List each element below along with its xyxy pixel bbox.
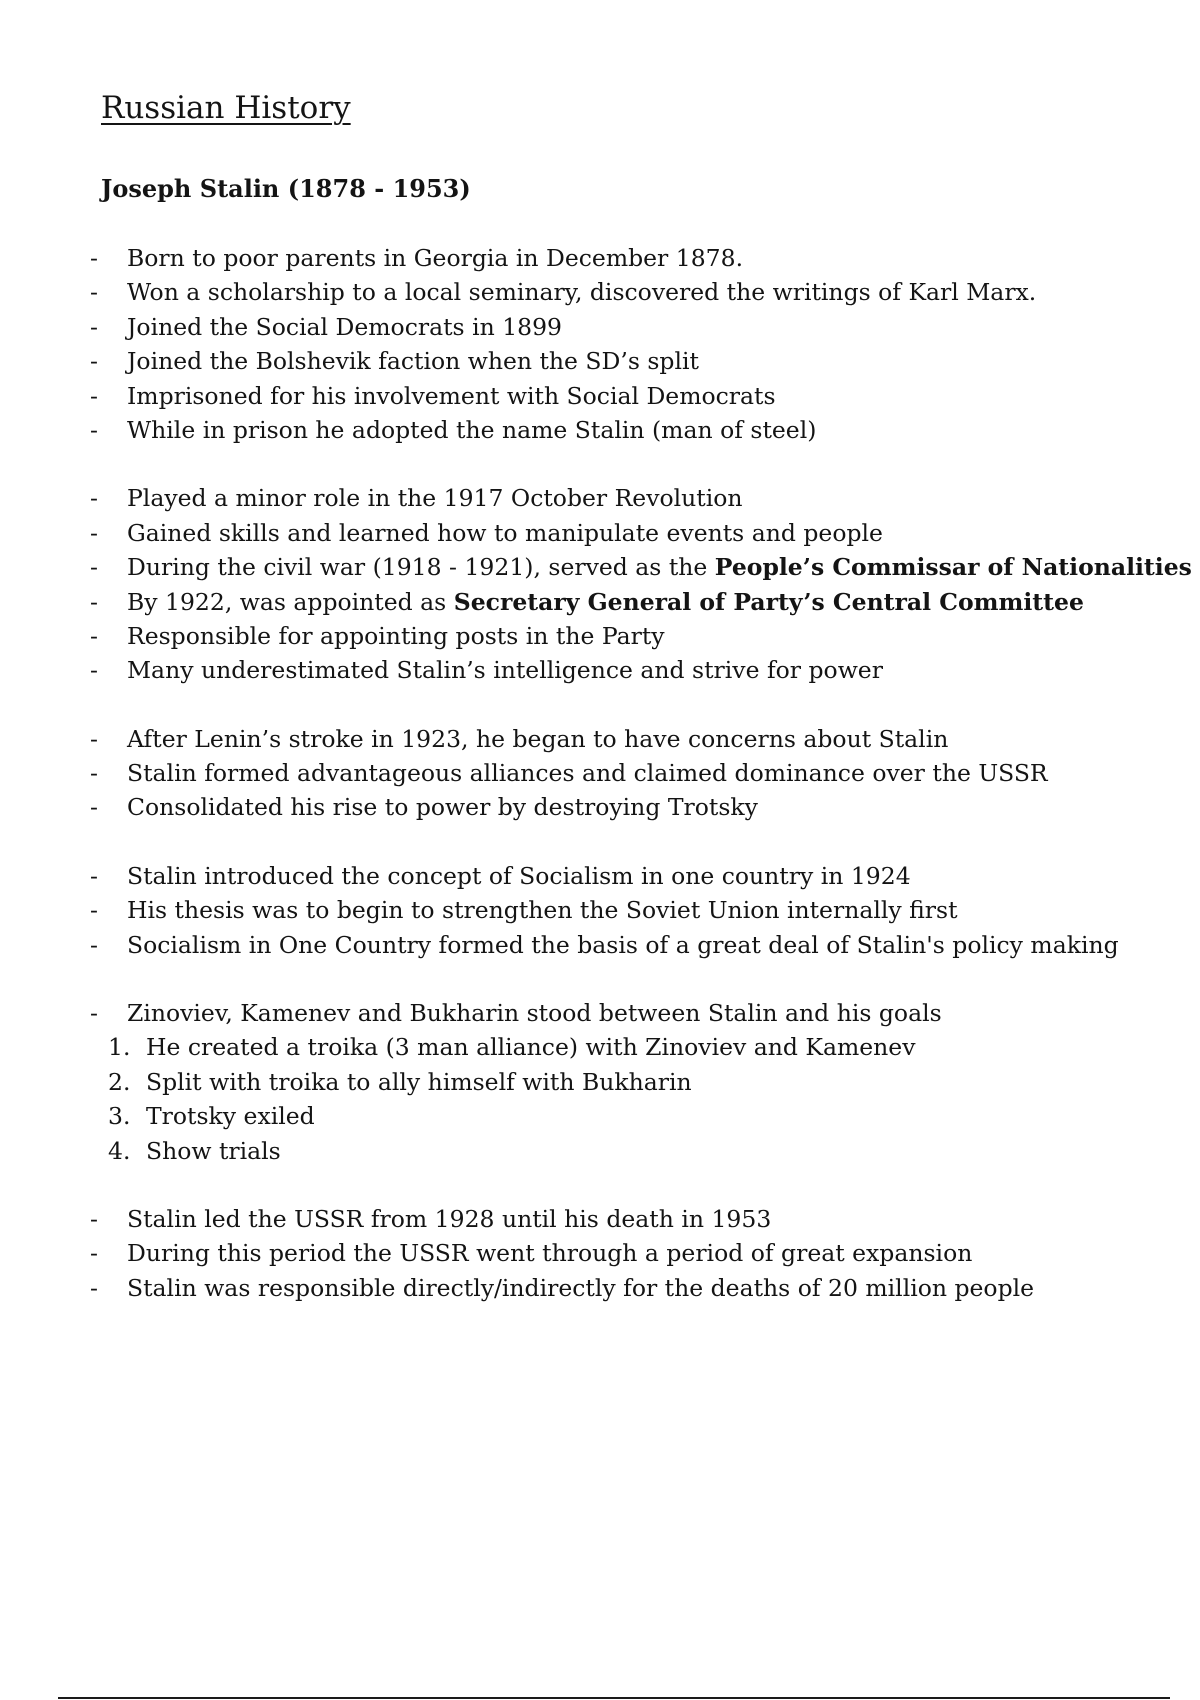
bullet-dash: - xyxy=(90,518,98,547)
list-item-text: Stalin introduced the concept of Socialism in one country in 1924 xyxy=(127,861,911,890)
list-item-text: Imprisoned for his involvement with Social Democrats xyxy=(127,381,776,410)
bullet-dash: - xyxy=(90,381,98,410)
bullet-dash: - xyxy=(90,930,98,959)
party-roles-list xyxy=(0,481,1200,687)
list-item-text: While in prison he adopted the name Stalin (man of steel) xyxy=(127,415,817,444)
list-item xyxy=(0,585,1200,619)
section-heading: Joseph Stalin (1878 - 1953) xyxy=(101,174,471,203)
list-item-text: Joined the Bolshevik faction when the SD’s split xyxy=(127,347,699,376)
list-item-text: Zinoviev, Kamenev and Bukharin stood between Stalin and his goals xyxy=(127,999,942,1028)
item-number: 1. xyxy=(108,1033,131,1062)
secretary-general-title: Secretary General of Party’s Central Committee xyxy=(453,587,1084,616)
list-item-text: Consolidated his rise to power by destroying Trotsky xyxy=(127,793,758,822)
list-item-text: Born to poor parents in Georgia in December 1878. xyxy=(127,244,744,272)
list-item xyxy=(0,379,1200,413)
item-number: 3. xyxy=(108,1102,131,1131)
list-item-text: His thesis was to begin to strengthen the Soviet Union internally first xyxy=(127,896,958,925)
early-life-list xyxy=(0,241,1200,447)
list-item-text: Gained skills and learned how to manipulate events and people xyxy=(127,518,883,547)
list-item xyxy=(0,310,1200,344)
list-item xyxy=(0,481,1200,515)
list-item-text: Played a minor role in the 1917 October Revolution xyxy=(127,484,743,513)
list-item-text: Many underestimated Stalin’s intelligence and strive for power xyxy=(127,656,883,685)
list-item-text: Won a scholarship to a local seminary, discovered the writings of Karl Marx. xyxy=(127,278,1037,307)
numbered-item-text: Show trials xyxy=(146,1136,281,1165)
bullet-dash: - xyxy=(90,1239,98,1268)
list-item xyxy=(0,653,1200,687)
item-number: 2. xyxy=(108,1067,131,1096)
list-item-text: During this period the USSR went through a period of great expansion xyxy=(127,1239,973,1268)
bullet-dash: - xyxy=(90,244,98,272)
numbered-item-text: Trotsky exiled xyxy=(146,1102,315,1131)
bullet-dash: - xyxy=(90,587,98,616)
list-item-text: Responsible for appointing posts in the Party xyxy=(127,621,665,650)
list-item xyxy=(0,413,1200,447)
numbered-item xyxy=(0,1134,1200,1168)
list-item xyxy=(0,1236,1200,1270)
notes-content xyxy=(0,241,1200,1339)
list-item-text: Socialism in One Country formed the basis of a great deal of Stalin's policy making xyxy=(127,930,1119,959)
list-item xyxy=(0,928,1200,962)
list-item xyxy=(0,756,1200,790)
list-item xyxy=(0,996,1200,1030)
list-item xyxy=(0,516,1200,550)
list-item-text: Stalin formed advantageous alliances and claimed dominance over the USSR xyxy=(127,759,1048,788)
leadership-list xyxy=(0,1202,1200,1305)
list-item-text xyxy=(127,550,1192,584)
bullet-dash: - xyxy=(90,1204,98,1233)
list-item xyxy=(0,344,1200,378)
list-item xyxy=(0,275,1200,309)
list-item xyxy=(0,1202,1200,1236)
rise-to-power-list xyxy=(0,722,1200,825)
list-item-text: Stalin was responsible directly/indirectly for the deaths of 20 million people xyxy=(127,1273,1035,1302)
numbered-item xyxy=(0,1065,1200,1099)
bullet-dash: - xyxy=(90,896,98,925)
list-item-text-plain: By 1922, was appointed as xyxy=(127,587,454,616)
bullet-dash: - xyxy=(90,278,98,307)
list-item xyxy=(0,893,1200,927)
numbered-item xyxy=(0,1030,1200,1064)
list-item xyxy=(0,859,1200,893)
list-item xyxy=(0,790,1200,824)
list-item xyxy=(0,619,1200,653)
list-item-text-plain: During the civil war (1918 - 1921), served as the xyxy=(127,553,715,582)
bullet-dash: - xyxy=(90,347,98,376)
bullet-dash: - xyxy=(90,656,98,685)
bullet-dash: - xyxy=(90,724,98,753)
footer-divider xyxy=(58,1697,1170,1699)
bullet-dash: - xyxy=(90,312,98,341)
commissar-title: People’s Commissar of Nationalities xyxy=(714,553,1192,582)
socialism-list xyxy=(0,859,1200,962)
list-item xyxy=(0,722,1200,756)
bullet-dash: - xyxy=(90,861,98,890)
numbered-item-text: Split with troika to ally himself with Bukharin xyxy=(146,1067,692,1096)
list-item xyxy=(0,550,1200,584)
bullet-dash: - xyxy=(90,759,98,788)
rivals-list xyxy=(0,996,1200,1168)
list-item-text: Joined the Social Democrats in 1899 xyxy=(127,312,563,341)
page-title: Russian History xyxy=(101,90,351,126)
bullet-dash: - xyxy=(90,999,98,1028)
bullet-dash: - xyxy=(90,553,98,582)
list-item xyxy=(0,241,1200,275)
bullet-dash: - xyxy=(90,793,98,822)
item-number: 4. xyxy=(108,1136,131,1165)
list-item-text: After Lenin’s stroke in 1923, he began to have concerns about Stalin xyxy=(127,724,949,753)
list-item-text: Stalin led the USSR from 1928 until his death in 1953 xyxy=(127,1204,772,1233)
bullet-dash: - xyxy=(90,484,98,513)
bullet-dash: - xyxy=(90,415,98,444)
bullet-dash: - xyxy=(90,1273,98,1302)
list-item-text xyxy=(127,585,1084,619)
list-item xyxy=(0,1271,1200,1305)
bullet-dash: - xyxy=(90,621,98,650)
numbered-item-text: He created a troika (3 man alliance) with Zinoviev and Kamenev xyxy=(146,1033,916,1062)
numbered-item xyxy=(0,1099,1200,1133)
